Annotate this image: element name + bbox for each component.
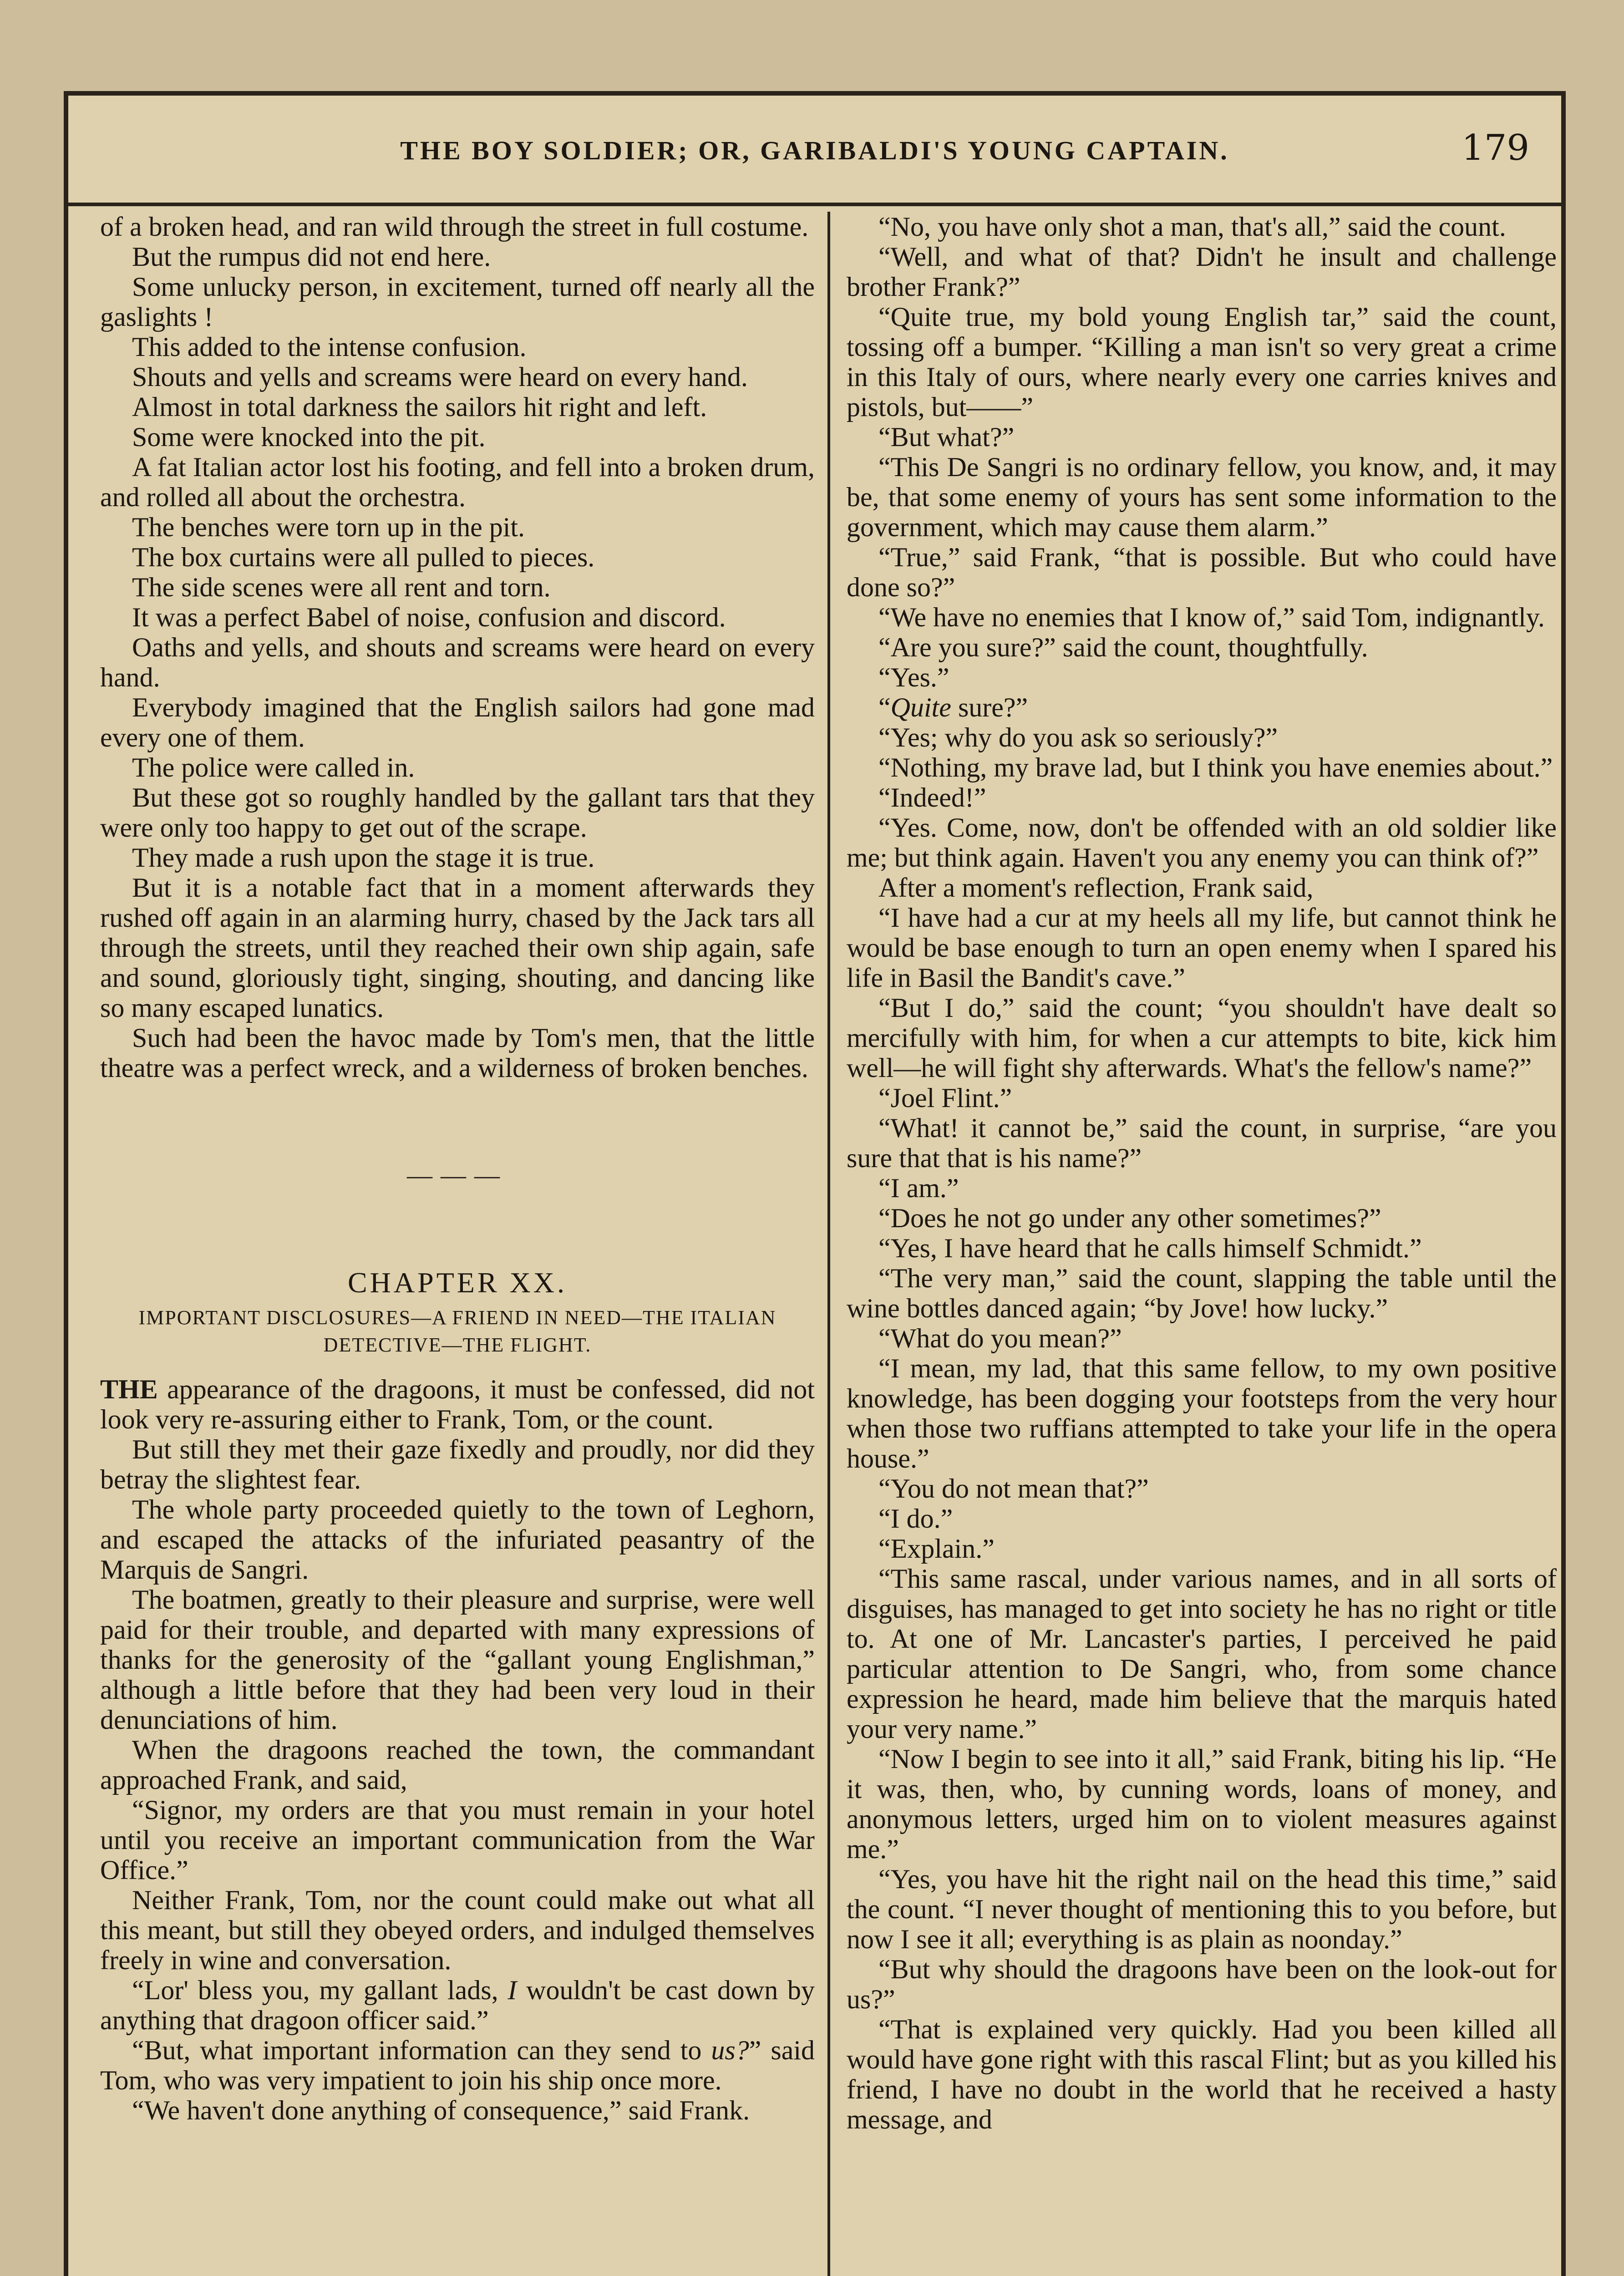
right-paragraph-b-19: “Now I begin to see into it all,” said Frank, biting his lip. “He it was, then, who, by cunning words, loans of money, and anonymous letters, urged him on to violent measures against me.” <box>847 1744 1557 1864</box>
left-paragraph-14: The police were called in. <box>132 752 415 782</box>
right-paragraphs-a <box>847 212 1557 692</box>
paragraph-but-what <box>100 2035 815 2095</box>
quite-emphasis: Quite <box>890 692 951 722</box>
right-paragraph-8: “Yes.” <box>878 662 949 692</box>
opening-word: THE <box>100 1374 158 1404</box>
lor-text-b: wouldn't be cast down by anything that dragoon officer said.” <box>100 1975 815 2035</box>
quite-open: “ <box>878 692 891 722</box>
left-paragraph-18: Such had been the havoc made by Tom's men, that the little theatre was a perfect wreck, and a wilderness of broken benches. <box>100 1023 815 1083</box>
left-paragraph-11: It was a perfect Babel of noise, confusion and discord. <box>132 602 726 632</box>
right-paragraph-b-5: “I have had a cur at my heels all my life, but cannot think he would be base enough to turn an open enemy when I spared his life in Basil the Bandit's cave.” <box>847 903 1557 993</box>
left-paragraph-3: This added to the intense confusion. <box>132 332 527 362</box>
left-paragraph-0: of a broken head, and ran wild through the street in full costume. <box>100 212 809 242</box>
left-paragraph-9: The box curtains were all pulled to pieces. <box>132 542 595 572</box>
left-paragraph-after-4: “Signor, my orders are that you must remain in your hotel until you receive an important communication from the War Office.” <box>100 1795 815 1885</box>
right-paragraphs-b <box>847 722 1557 2134</box>
right-paragraph-b-10: “Does he not go under any other sometimes?” <box>878 1203 1381 1233</box>
right-paragraph-b-6: “But I do,” said the count; “you shouldn't have dealt so mercifully with him, for when a cur attempts to bite, kick him well—he will fight shy afterwards. What's the fellow's name?” <box>847 993 1557 1083</box>
left-paragraph-after-0: But still they met their gaze fixedly and proudly, nor did they betray the slightest fear. <box>100 1434 815 1494</box>
right-column <box>847 212 1557 2276</box>
left-paragraphs-after <box>100 1434 815 1975</box>
left-paragraph-7: A fat Italian actor lost his footing, and fell into a broken drum, and rolled all about the orchestra. <box>100 452 815 512</box>
right-paragraph-b-13: “What do you mean?” <box>878 1323 1122 1353</box>
right-paragraph-b-14: “I mean, my lad, that this same fellow, to my own positive knowledge, has been dogging your footsteps from the very hour when those two ruffians attempted to take your life in the opera house.” <box>847 1353 1557 1473</box>
page-number: 179 <box>1462 127 1529 168</box>
right-paragraph-b-8: “What! it cannot be,” said the count, in surprise, “are you sure that that is his name?” <box>847 1113 1557 1173</box>
left-paragraph-12: Oaths and yells, and shouts and screams were heard on every hand. <box>100 632 815 692</box>
right-paragraph-6: “We have no enemies that I know of,” said Tom, indignantly. <box>878 602 1545 632</box>
chapter-title: CHAPTER XX. <box>347 1266 568 1299</box>
left-paragraph-10: The side scenes were all rent and torn. <box>132 572 551 602</box>
right-paragraph-b-2: “Indeed!” <box>878 782 986 813</box>
lor-emphasis: I <box>508 1975 517 2005</box>
left-paragraph-13: Everybody imagined that the English sailors had gone mad every one of them. <box>100 692 815 752</box>
left-paragraph-15: But these got so roughly handled by the gallant tars that they were only too happy to get out of the scrape. <box>100 782 815 843</box>
left-paragraph-6: Some were knocked into the pit. <box>132 422 486 452</box>
paragraph-quite-sure <box>847 692 1557 722</box>
left-column <box>100 212 815 2276</box>
left-paragraph-after-3: When the dragoons reached the town, the commandant approached Frank, and said, <box>100 1735 815 1795</box>
right-paragraph-b-9: “I am.” <box>878 1173 959 1203</box>
but-text-b: ” said Tom, who was very impatient to join his ship once more. <box>100 2035 815 2095</box>
left-paragraph-5: Almost in total darkness the sailors hit right and left. <box>132 392 707 422</box>
running-header <box>68 123 1561 178</box>
right-paragraph-b-3: “Yes. Come, now, don't be offended with an old soldier like me; but think again. Haven't you any enemy you can think of?” <box>847 813 1557 873</box>
left-paragraph-2: Some unlucky person, in excitement, turned off nearly all the gaslights ! <box>100 272 815 332</box>
right-paragraph-4: “This De Sangri is no ordinary fellow, you know, and, it may be, that some enemy of yours has sent some information to the government, which may cause them alarm.” <box>847 452 1557 542</box>
left-paragraph-after-5: Neither Frank, Tom, nor the count could make out what all this meant, but still they obeyed orders, and indulged themselves freely in wine and conversation. <box>100 1885 815 1975</box>
left-paragraph-4: Shouts and yells and screams were heard on every hand. <box>132 362 748 392</box>
but-emphasis: us? <box>711 2035 749 2065</box>
quite-rest: sure?” <box>951 692 1028 722</box>
section-break: ——— <box>407 1161 508 1189</box>
left-paragraph-after-2: The boatmen, greatly to their pleasure and surprise, were well paid for their trouble, and departed with many expressions of thanks for the generosity of the “gallant young Englishman,” although a little before that they had been very loud in their denunciations of him. <box>100 1585 815 1735</box>
running-title: THE BOY SOLDIER; OR, GARIBALDI'S YOUNG CAPTAIN. <box>400 135 1229 165</box>
right-paragraph-b-18: “This same rascal, under various names, and in all sorts of disguises, has managed to get into society he has no right or title to. At one of Mr. Lancaster's parties, I perceived he paid particular attention to De Sangri, who, from some chance expression he heard, made him believe that the marquis hated your very name.” <box>847 1564 1557 1744</box>
right-paragraph-2: “Quite true, my bold young English tar,” said the count, tossing off a bumper. “Killing a man isn't so very great a crime in this Italy of ours, where nearly every one carries knives and pistols, but——” <box>847 302 1557 422</box>
left-paragraph-16: They made a rush upon the stage it is true. <box>132 843 595 873</box>
paragraph-last: “We haven't done anything of consequence,” said Frank. <box>132 2095 750 2125</box>
chapter-subtitle: IMPORTANT DISCLOSURES—A FRIEND IN NEED—THE ITALIAN DETECTIVE—THE FLIGHT. <box>138 1306 776 1356</box>
right-paragraph-1: “Well, and what of that? Didn't he insult and challenge brother Frank?” <box>847 242 1557 302</box>
right-paragraph-b-11: “Yes, I have heard that he calls himself Schmidt.” <box>878 1233 1422 1263</box>
but-text-a: “But, what important information can they send to <box>132 2035 711 2065</box>
right-paragraph-b-16: “I do.” <box>878 1504 953 1534</box>
opening-rest: appearance of the dragoons, it must be confessed, did not look very re-assuring either to Frank, Tom, or the count. <box>100 1374 815 1434</box>
page-frame <box>64 91 1566 2276</box>
right-paragraph-b-21: “But why should the dragoons have been on the look-out for us?” <box>847 1954 1557 2014</box>
right-paragraph-b-20: “Yes, you have hit the right nail on the head this time,” said the count. “I never thought of mentioning this to you before, but now I see it all; everything is as plain as noonday.” <box>847 1864 1557 1954</box>
paragraph-lor <box>100 1975 815 2035</box>
column-rule <box>827 212 830 2276</box>
left-paragraph-17: But it is a notable fact that in a moment afterwards they rushed off again in an alarming hurry, chased by the Jack tars all through the streets, until they reached their own ship again, safe and sound, gloriously tight, singing, shouting, and dancing like so many escaped lunatics. <box>100 873 815 1023</box>
right-paragraph-b-17: “Explain.” <box>878 1534 995 1564</box>
left-paragraph-8: The benches were torn up in the pit. <box>132 512 525 542</box>
header-rule <box>68 203 1561 206</box>
right-paragraph-5: “True,” said Frank, “that is possible. But who could have done so?” <box>847 542 1557 602</box>
left-paragraph-after-1: The whole party proceeded quietly to the town of Leghorn, and escaped the attacks of the infuriated peasantry of the Marquis de Sangri. <box>100 1494 815 1585</box>
right-paragraph-3: “But what?” <box>878 422 1015 452</box>
right-paragraph-b-0: “Yes; why do you ask so seriously?” <box>878 722 1278 752</box>
lor-text-a: “Lor' bless you, my gallant lads, <box>132 1975 508 2005</box>
right-paragraph-b-7: “Joel Flint.” <box>878 1083 1012 1113</box>
right-paragraph-0: “No, you have only shot a man, that's all,” said the count. <box>878 212 1506 242</box>
left-paragraphs-before <box>100 212 815 1083</box>
right-paragraph-b-4: After a moment's reflection, Frank said, <box>878 873 1314 903</box>
right-paragraph-7: “Are you sure?” said the count, thoughtfully. <box>878 632 1368 662</box>
right-paragraph-b-22: “That is explained very quickly. Had you been killed all would have gone right with this rascal Flint; but as you killed his friend, I have no doubt in the world that he received a hasty message, and <box>847 2014 1557 2134</box>
right-paragraph-b-12: “The very man,” said the count, slapping the table until the wine bottles danced again; “by Jove! how lucky.” <box>847 1263 1557 1323</box>
right-paragraph-b-1: “Nothing, my brave lad, but I think you have enemies about.” <box>878 752 1553 782</box>
left-paragraph-1: But the rumpus did not end here. <box>132 242 491 272</box>
chapter-opening-paragraph <box>100 1374 815 1434</box>
right-paragraph-b-15: “You do not mean that?” <box>878 1473 1149 1504</box>
